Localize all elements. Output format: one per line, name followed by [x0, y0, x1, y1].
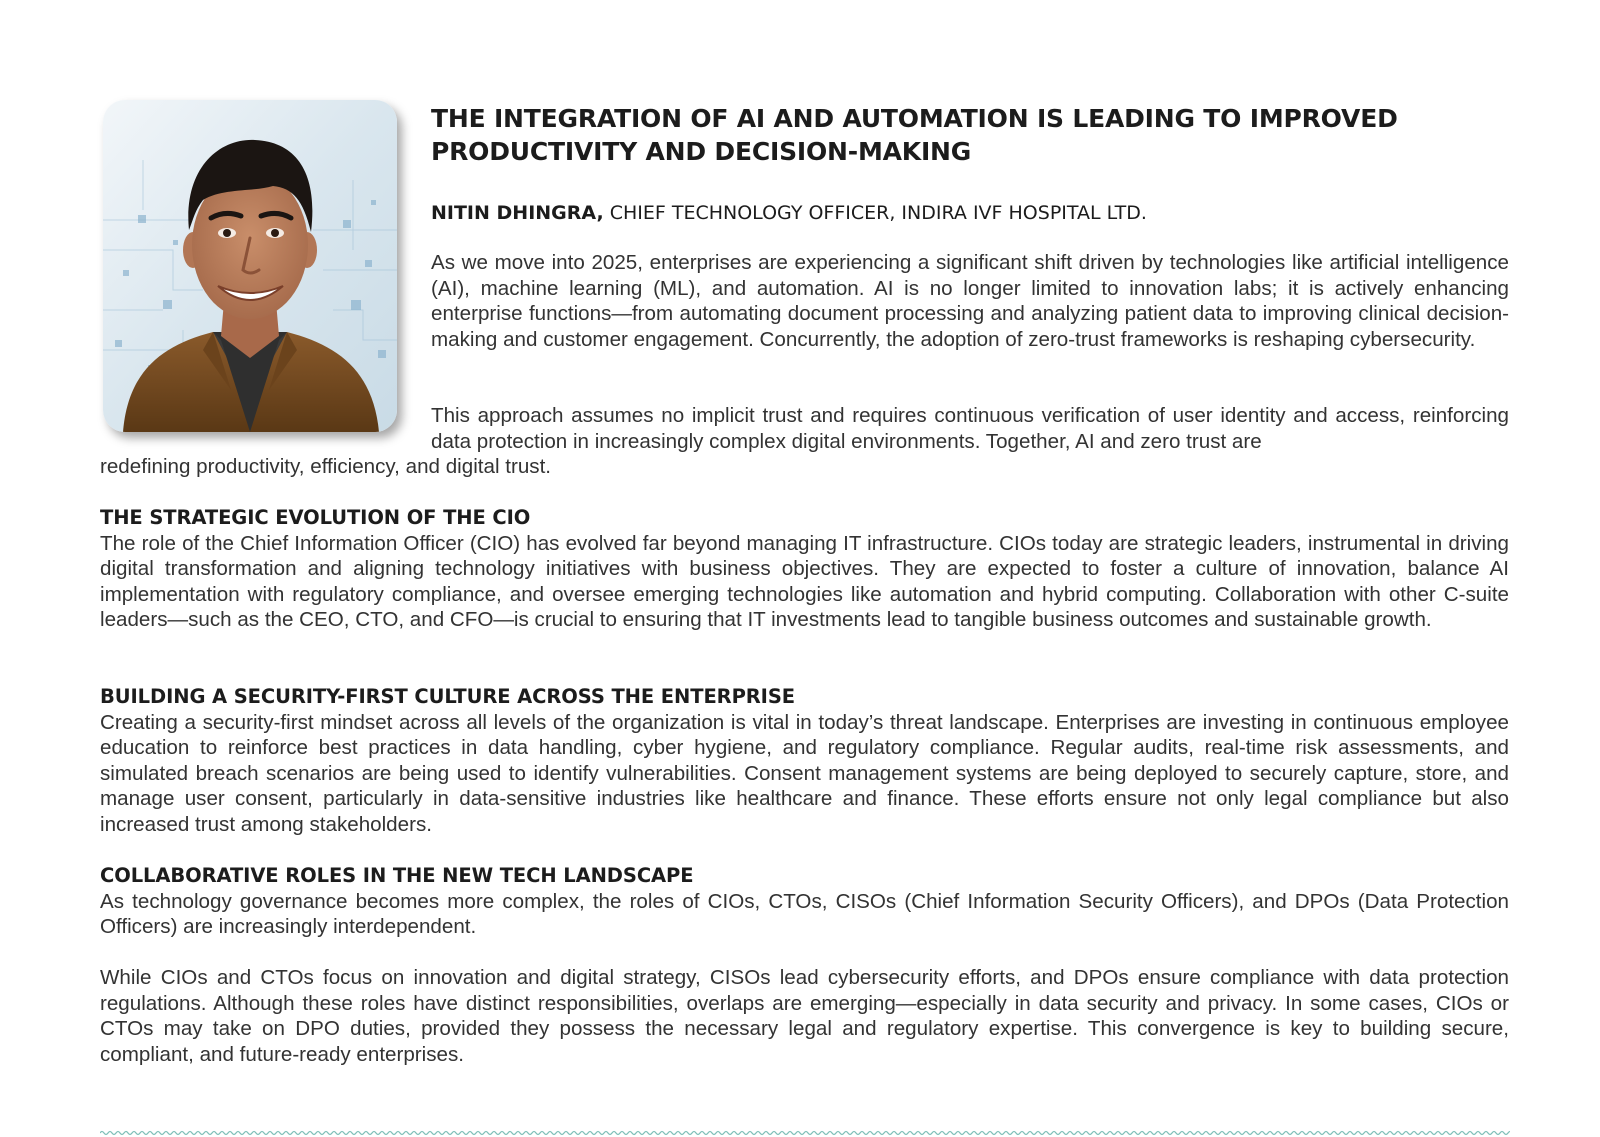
section-heading: THE STRATEGIC EVOLUTION OF THE CIO [100, 506, 531, 529]
decorative-wave-divider [100, 1130, 1510, 1136]
section-strategic-evolution [100, 505, 1509, 633]
section-body: Creating a security-first mindset across all levels of the organization is vital in today’s threat landscape. Enterprises are investing in continuous employee education to reinforce best practices in data handling, cyber hygiene, and regulatory compliance. Regular audits, real-time risk assessments, and simulated breach scenarios are being used to identify vulnerabilities. Consent management systems are being deployed to securely capture, store, and manage user consent, particularly in data-sensitive industries like healthcare and finance. These efforts ensure not only legal compliance but also increased trust among stakeholders. [100, 710, 1509, 836]
intro-paragraph-2-continued: redefining productivity, efficiency, and digital trust. [100, 455, 552, 478]
section-security-culture [100, 684, 1509, 838]
section-body: The role of the Chief Information Officer (CIO) has evolved far beyond managing IT infrastructure. CIOs today are strategic leaders, instrumental in driving digital transformation and aligning technology initiatives with business objectives. They are expected to foster a culture of innovation, balance AI implementation with regulatory compliance, and oversee emerging technologies like automation and hybrid computing. Collaboration with other C-suite leaders—such as the CEO, CTO, and CFO—is crucial to ensuring that IT investments lead to tangible business outcomes and sustainable growth. [100, 531, 1509, 632]
author-title: CHIEF TECHNOLOGY OFFICER, INDIRA IVF HOSPITAL LTD. [609, 202, 1147, 224]
author-byline [431, 200, 1511, 226]
section-body-continued: While CIOs and CTOs focus on innovation and digital strategy, CISOs lead cybersecurity efforts, and DPOs ensure compliance with data protection regulations. Although these roles have distinct responsibilities, overlaps are emerging—especially in data security and privacy. In some cases, CIOs or CTOs may take on DPO duties, provided they possess the necessary legal and regulatory expertise. This convergence is key to building secure, compliant, and future-ready enterprises. [100, 966, 1509, 1066]
author-portrait [103, 100, 397, 432]
article-headline: THE INTEGRATION OF AI AND AUTOMATION IS LEADING TO IMPROVED PRODUCTIVITY AND DECISION-MAKING [431, 104, 1398, 166]
intro-paragraph-2: This approach assumes no implicit trust and requires continuous verification of user identity and access, reinforcing data protection in increasingly complex digital environments. Together, AI and zero trust are [431, 404, 1509, 453]
section-body: As technology governance becomes more complex, the roles of CIOs, CTOs, CISOs (Chief Information Security Officers), and DPOs (Data Protection Officers) are increasingly interdependent. [100, 889, 1509, 939]
section-heading: BUILDING A SECURITY-FIRST CULTURE ACROSS THE ENTERPRISE [100, 685, 796, 708]
section-heading: COLLABORATIVE ROLES IN THE NEW TECH LANDSCAPE [100, 864, 694, 887]
author-name: NITIN DHINGRA, [431, 202, 604, 224]
section-collaborative-roles [100, 863, 1509, 940]
intro-paragraph-1: As we move into 2025, enterprises are experiencing a significant shift driven by technologies like artificial intelligence (AI), machine learning (ML), and automation. AI is no longer limited to innovation labs; it is actively enhancing enterprise functions—from automating document processing and analyzing patient data to improving clinical decision-making and customer engagement. Concurrently, the adoption of zero-trust frameworks is reshaping cybersecurity. [431, 251, 1509, 351]
